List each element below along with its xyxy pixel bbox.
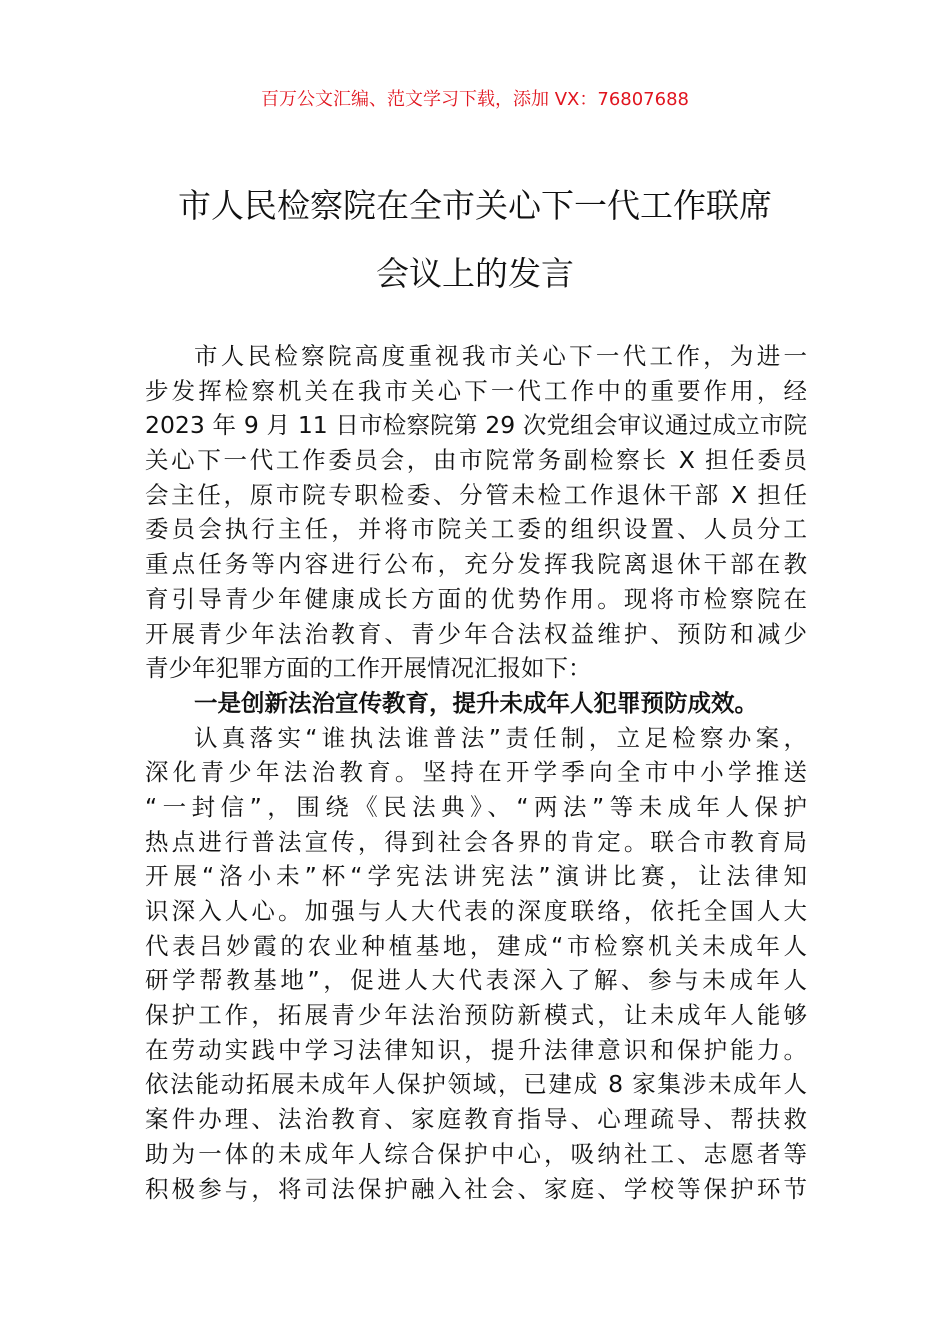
paragraph-line: 案件办理、法治教育、家庭教育指导、心理疏导、帮扶救 <box>145 1105 807 1134</box>
paragraph-line: 2023 年 9 月 11 日市检察院第 29 次党组会审议通过成立市院 <box>145 411 807 440</box>
paragraph-line: 会主任，原市院专职检委、分管未检工作退休干部 X 担任 <box>145 480 807 509</box>
document-title-line-1: 市人民检察院在全市关心下一代工作联席 <box>178 186 772 225</box>
paragraph-line: 依法能动拓展未成年人保护领域，已建成 8 家集涉未成年人 <box>145 1070 807 1099</box>
paragraph-line: 认真落实“谁执法谁普法”责任制，立足检察办案， <box>194 723 807 752</box>
document-body <box>145 339 807 1206</box>
paragraph-line: 助为一体的未成年人综合保护中心，吸纳社工、志愿者等 <box>145 1139 807 1168</box>
paragraph-line: 步发挥检察机关在我市关心下一代工作中的重要作用，经 <box>145 376 807 405</box>
paragraph-line: 市人民检察院高度重视我市关心下一代工作，为进一 <box>194 342 807 370</box>
paragraph-line: 代表吕妙霞的农业种植基地，建成“市检察机关未成年人 <box>145 931 807 960</box>
paragraph-line: 关心下一代工作委员会，由市院常务副检察长 X 担任委员 <box>145 446 807 475</box>
watermark-header: 百万公文汇编、范文学习下载，添加 VX：76807688 <box>261 89 689 110</box>
section-heading: 一是创新法治宣传教育，提升未成年人犯罪预防成效。 <box>194 688 758 717</box>
document-title-line-2: 会议上的发言 <box>376 254 574 293</box>
paragraph-line: 在劳动实践中学习法律知识，提升法律意识和保护能力。 <box>145 1035 807 1064</box>
paragraph-line: 识深入人心。加强与人大代表的深度联络，依托全国人大 <box>145 897 807 925</box>
paragraph-line: 开展“洛小未”杯“学宪法讲宪法”演讲比赛，让法律知 <box>145 862 807 891</box>
paragraph-line: 保护工作，拓展青少年法治预防新模式，让未成年人能够 <box>145 1001 807 1030</box>
paragraph-line: 研学帮教基地”，促进人大代表深入了解、参与未成年人 <box>145 966 807 995</box>
paragraph-line: 育引导青少年健康成长方面的优势作用。现将市检察院在 <box>145 584 807 613</box>
paragraph-line: “一封信”，围绕《民法典》、“两法”等未成年人保护 <box>145 792 807 821</box>
paragraph-line: 积极参与，将司法保护融入社会、家庭、学校等保护环节 <box>145 1174 807 1203</box>
paragraph-line: 热点进行普法宣传，得到社会各界的肯定。联合市教育局 <box>145 827 807 856</box>
paragraph-line: 开展青少年法治教育、青少年合法权益维护、预防和减少 <box>145 619 807 648</box>
paragraph-line: 青少年犯罪方面的工作开展情况汇报如下： <box>145 654 592 683</box>
paragraph-line: 深化青少年法治教育。坚持在开学季向全市中小学推送 <box>145 758 807 787</box>
paragraph-line: 委员会执行主任，并将市院关工委的组织设置、人员分工 <box>145 515 807 544</box>
paragraph-line: 重点任务等内容进行公布，充分发挥我院离退休干部在教 <box>145 550 807 579</box>
